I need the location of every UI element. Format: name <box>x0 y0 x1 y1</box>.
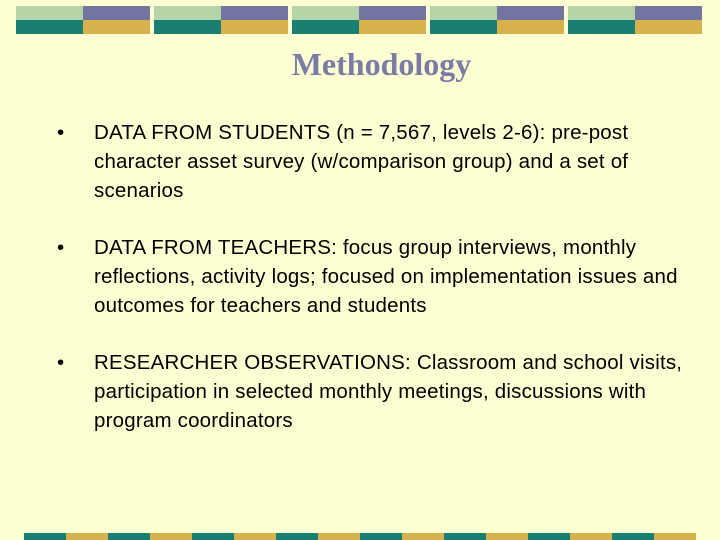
bottom-decorative-banner <box>0 533 720 540</box>
bullet-item-observations <box>57 348 707 435</box>
bullet-list <box>57 118 707 463</box>
banner-block <box>292 6 426 34</box>
banner-tile-mustard <box>234 533 276 540</box>
banner-tile-sage <box>568 6 635 20</box>
banner-tile-slate <box>635 6 702 20</box>
banner-tile-slate <box>497 6 564 20</box>
banner-block <box>154 6 288 34</box>
bullet-text: DATA FROM STUDENTS (n = 7,567, levels 2-6): pre-post character asset survey (w/comparison group) and a set of scenarios <box>94 121 629 202</box>
bullet-item-teachers <box>57 233 707 320</box>
banner-tile-teal <box>444 533 486 540</box>
banner-tile-mustard <box>318 533 360 540</box>
banner-tile-mustard <box>150 533 192 540</box>
banner-tile-sage <box>430 6 497 20</box>
banner-tile-teal <box>24 533 66 540</box>
bullet-item-students <box>57 118 707 205</box>
bullet-text: DATA FROM TEACHERS: focus group interviews, monthly reflections, activity logs; focused on implementation issues and outcomes for teachers and students <box>94 236 678 317</box>
banner-block <box>430 6 564 34</box>
bullet-text: RESEARCHER OBSERVATIONS: Classroom and school visits, participation in selected monthly meetings, discussions with program coordinators <box>94 351 683 432</box>
banner-tile-teal <box>568 20 635 34</box>
banner-tile-teal <box>430 20 497 34</box>
banner-tile-sage <box>16 6 83 20</box>
bullet-marker: • <box>57 351 65 374</box>
banner-tile-mustard <box>654 533 696 540</box>
banner-tile-teal <box>192 533 234 540</box>
banner-tile-mustard <box>83 20 150 34</box>
banner-tile-teal <box>108 533 150 540</box>
banner-tile-mustard <box>570 533 612 540</box>
banner-tile-slate <box>83 6 150 20</box>
banner-tile-sage <box>154 6 221 20</box>
banner-tile-teal <box>16 20 83 34</box>
banner-tile-slate <box>221 6 288 20</box>
banner-tile-teal <box>528 533 570 540</box>
banner-tile-mustard <box>497 20 564 34</box>
banner-tile-mustard <box>221 20 288 34</box>
banner-tile-mustard <box>486 533 528 540</box>
banner-tile-teal <box>612 533 654 540</box>
banner-block <box>16 6 150 34</box>
bullet-marker: • <box>57 236 65 259</box>
banner-tile-sage <box>292 6 359 20</box>
banner-tile-mustard <box>66 533 108 540</box>
top-decorative-banner <box>0 6 720 34</box>
banner-tile-mustard <box>402 533 444 540</box>
banner-tile-slate <box>359 6 426 20</box>
banner-block <box>568 6 702 34</box>
banner-tile-mustard <box>635 20 702 34</box>
bullet-marker: • <box>57 121 65 144</box>
banner-tile-teal <box>276 533 318 540</box>
banner-tile-mustard <box>359 20 426 34</box>
banner-tile-teal <box>360 533 402 540</box>
banner-tile-teal <box>154 20 221 34</box>
banner-tile-teal <box>292 20 359 34</box>
slide-title: Methodology <box>291 46 472 82</box>
